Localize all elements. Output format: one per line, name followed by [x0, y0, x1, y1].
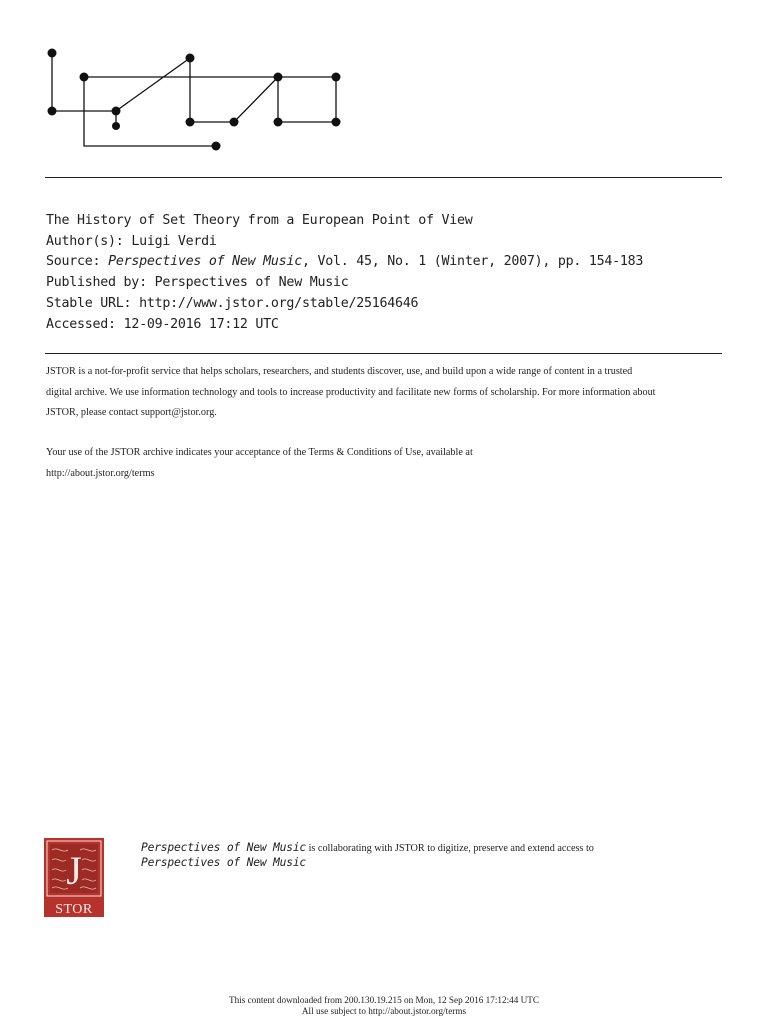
footer-download-line: This content downloaded from 200.130.19.215 on Mon, 12 Sep 2016 17:12:44 UTC [228, 995, 540, 1005]
collaboration-line [141, 856, 594, 871]
jstor-logo-icon [44, 838, 104, 917]
accessed-line [46, 315, 643, 336]
top-divider [45, 177, 722, 178]
journal-logo-icon [44, 44, 344, 154]
footer-terms-line: All use subject to http://about.jstor.org/terms [301, 1005, 467, 1016]
notice-line: JSTOR is a not-for-profit service that helps scholars, researchers, and students discover, use, and build upon a wide range of content in a trusted [46, 366, 633, 377]
publisher-line [46, 273, 643, 294]
stable-url-line [46, 294, 643, 315]
notice-line: JSTOR, please contact support@jstor.org. [46, 407, 217, 418]
source-line [46, 252, 643, 273]
notice-line: digital archive. We use information technology and tools to increase productivity and facilitate new forms of scholarship. For more information about [46, 386, 656, 398]
source-journal: Perspectives of New Music [108, 254, 302, 270]
accessed-date: 12-09-2016 17:12 UTC [123, 316, 279, 332]
collaboration-line [141, 841, 594, 856]
publisher-label: Published by: [46, 275, 147, 291]
source-details: , Vol. 45, No. 1 (Winter, 2007), pp. 154-183 [301, 254, 644, 270]
collaboration-statement [141, 841, 594, 871]
collaboration-journal-repeat: Perspectives of New Music [141, 856, 307, 869]
terms-link[interactable]: http://about.jstor.org/terms [46, 467, 155, 479]
jstor-notice [46, 362, 726, 424]
middle-divider [45, 353, 722, 354]
page-footer [0, 995, 768, 1016]
article-title: The History of Set Theory from a European Point of View [46, 213, 473, 228]
source-label: Source: [46, 254, 101, 270]
svg-text:STOR: STOR [55, 902, 93, 917]
terms-notice [46, 443, 726, 484]
stable-url-label: Stable URL: [46, 295, 132, 311]
author-name: Luigi Verdi [131, 233, 217, 249]
stable-url-link[interactable]: http://www.jstor.org/stable/25164646 [139, 295, 419, 311]
collaboration-journal: Perspectives of New Music [141, 841, 307, 854]
article-metadata [46, 211, 643, 335]
author-line [46, 232, 643, 253]
svg-text:J: J [66, 848, 82, 893]
terms-line: Your use of the JSTOR archive indicates your acceptance of the Terms & Conditions of Use, available at [46, 447, 473, 458]
author-label: Author(s): [46, 233, 124, 249]
accessed-label: Accessed: [46, 316, 116, 332]
collaboration-text: is collaborating with JSTOR to digitize, preserve and extend access to [306, 843, 594, 854]
publisher-name: Perspectives of New Music [154, 275, 349, 291]
